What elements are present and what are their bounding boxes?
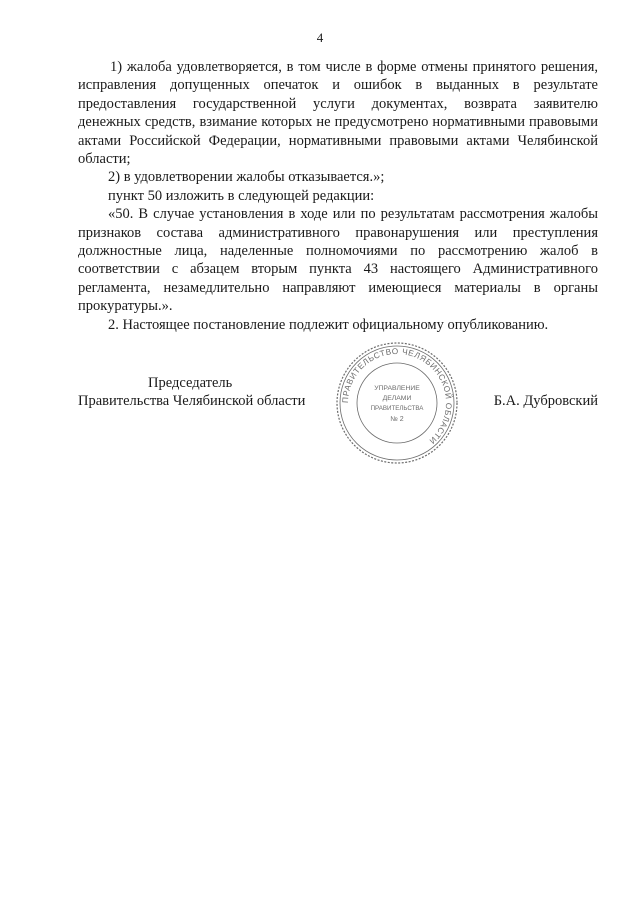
signature-block	[78, 346, 598, 474]
signatory-title-line2: Правительства Челябинской области	[78, 393, 306, 410]
signatory-title	[78, 374, 318, 411]
paragraph-item-2: 2) в удовлетворении жалобы отказывается.»;	[108, 169, 385, 186]
paragraph-amendment-intro: пункт 50 изложить в следующей редакции:	[108, 187, 375, 204]
paragraph-item-1: 1) жалоба удовлетворяется, в том числе в форме отмены принятого решения, исправления допущенных опечаток и ошибок в выданных в результате предоставления государственной услуги документах, возврата заявителю денежных средств, взимание которых не предусмотрено нормативными правовыми актами Российской Федерации, нормативными правовыми актами Челябинской области;	[78, 59, 598, 168]
seal-inner-ring	[357, 363, 437, 443]
document-body	[78, 58, 598, 334]
seal-center-line-2: ДЕЛАМИ	[382, 395, 412, 402]
signatory-title-line1: Председатель	[148, 375, 233, 391]
seal-center-line-4: № 2	[390, 416, 404, 423]
official-seal	[334, 340, 460, 466]
paragraph-publication: 2. Настоящее постановление подлежит официальному опубликованию.	[108, 316, 549, 333]
seal-center-line-1: УПРАВЛЕНИЕ	[374, 385, 420, 392]
seal-center-line-3: ПРАВИТЕЛЬСТВА	[370, 405, 424, 412]
page-number: 4	[316, 30, 324, 45]
seal-ring-textpath: ПРАВИТЕЛЬСТВО ЧЕЛЯБИНСКОЙ ОБЛАСТИ	[340, 346, 454, 446]
signatory-name: Б.А. Дубровский	[493, 393, 598, 409]
paragraph-point-50: «50. В случае установления в ходе или по результатам рассмотрения жалобы признаков состава административного правонарушения или преступления должностные лица, наделенные полномочиями по рассмотрению жалоб в соответствии с абзацем вторым пункта 43 настоящего Административного регламента, незамедлительно направляют имеющиеся материалы в органы прокуратуры.».	[78, 206, 598, 315]
seal-outer-ring	[337, 343, 457, 463]
